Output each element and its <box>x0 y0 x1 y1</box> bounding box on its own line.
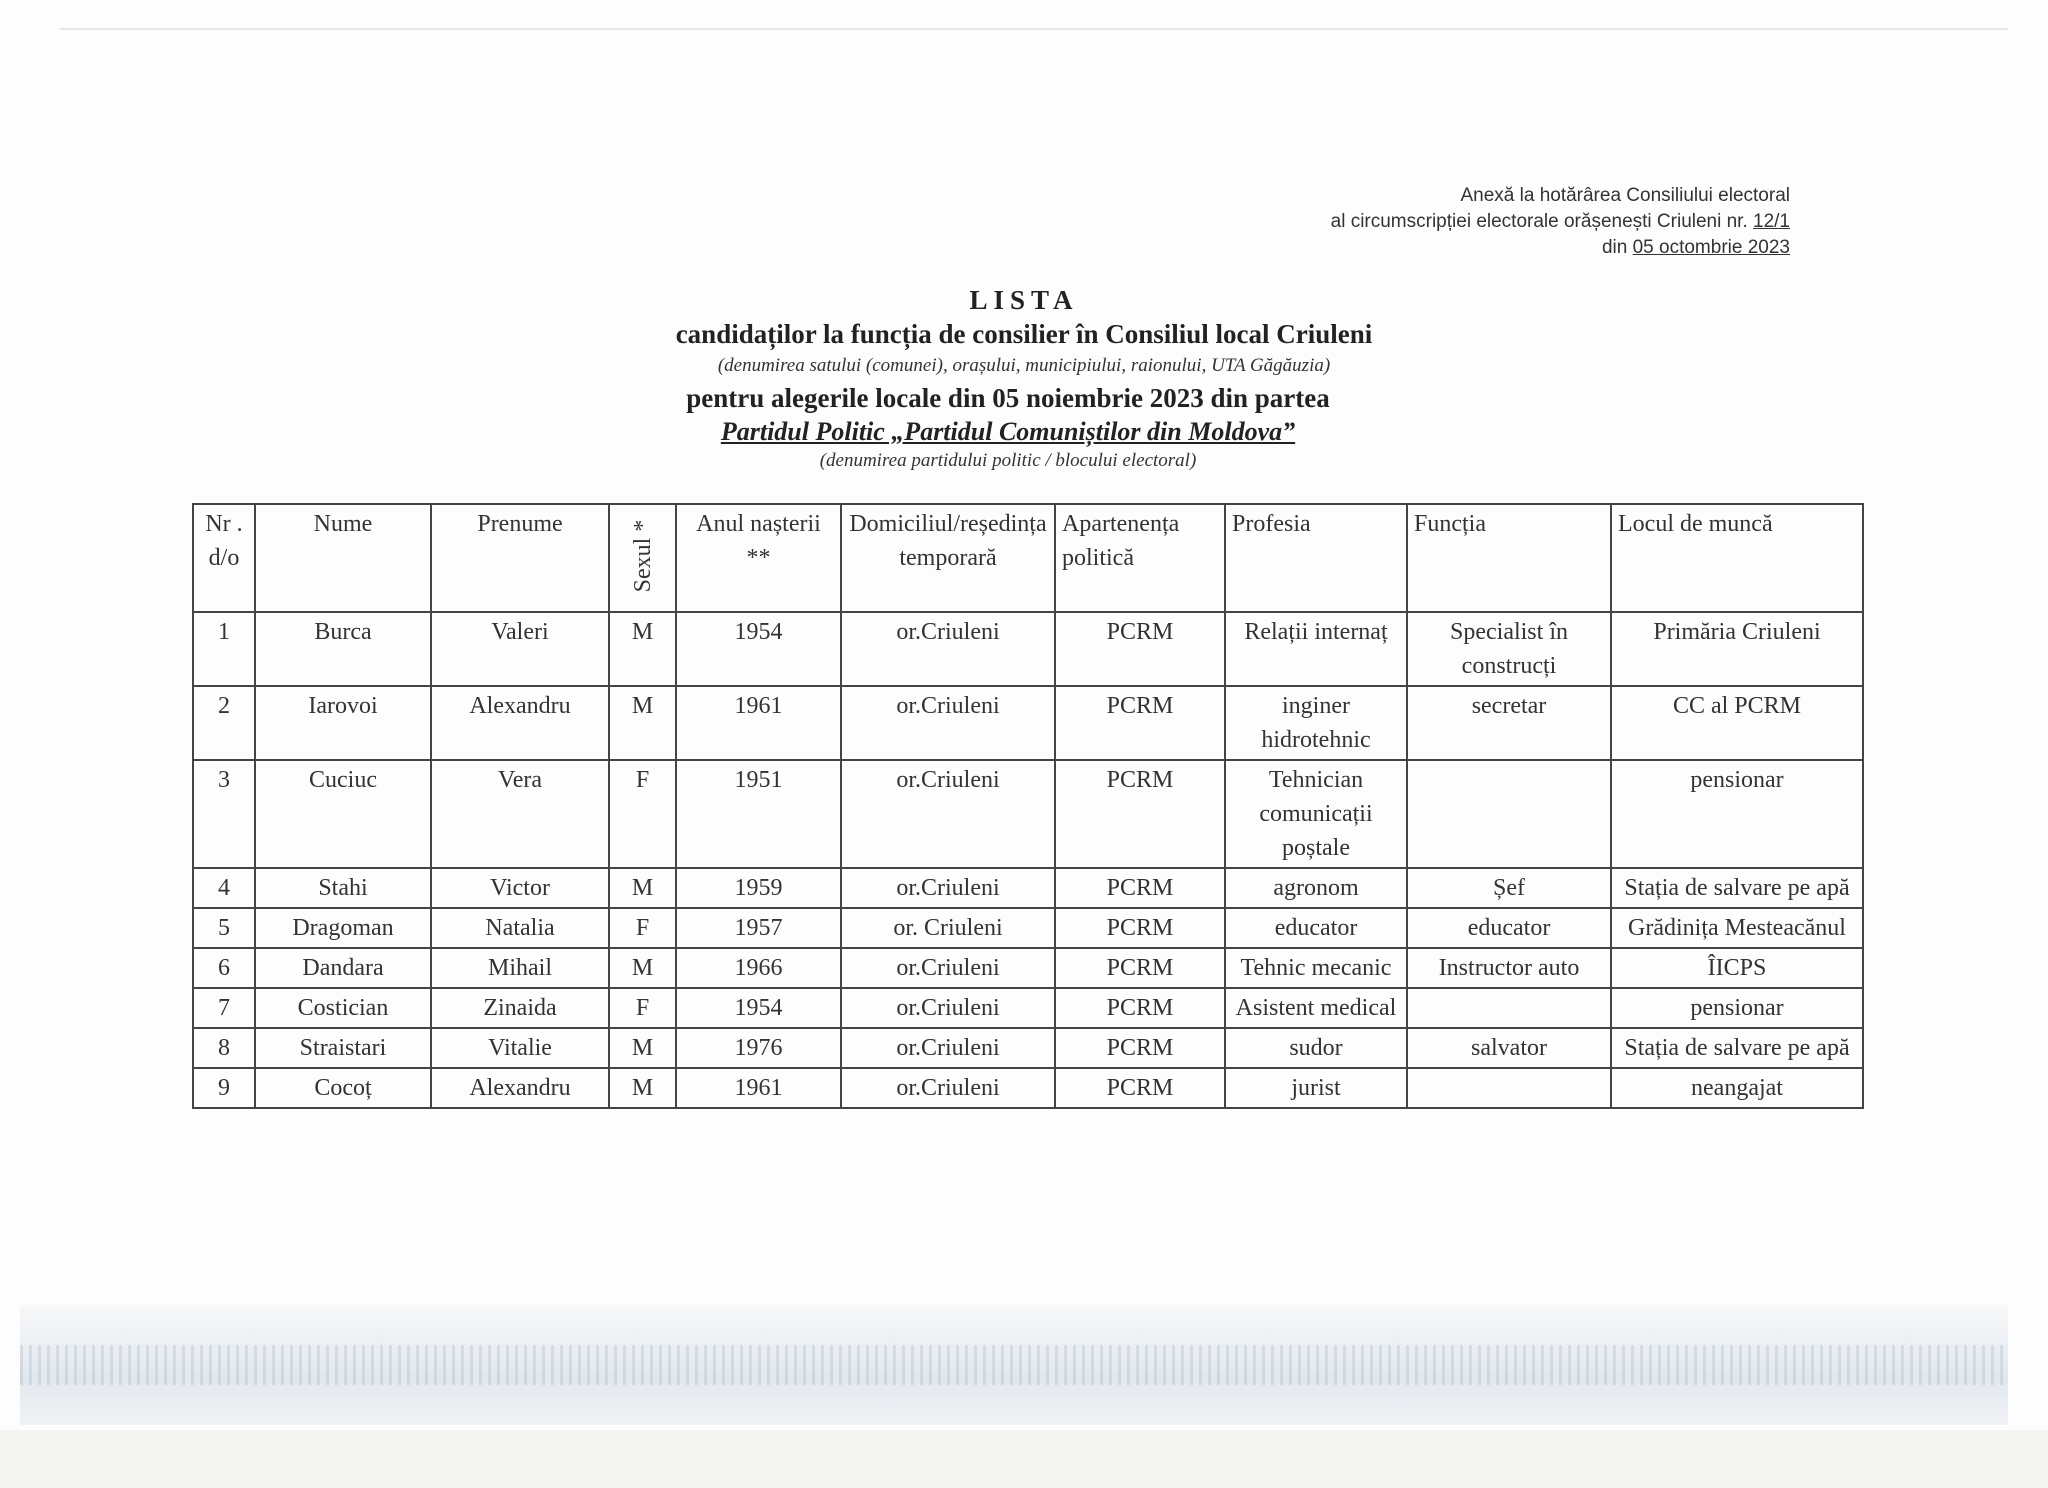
header-domiciliul: Domiciliul/reședința temporară <box>841 504 1055 612</box>
decision-date: 05 octombrie 2023 <box>1632 237 1790 258</box>
cell-nume: Stahi <box>255 868 431 908</box>
cell-domiciliu: or.Criuleni <box>841 948 1055 988</box>
annex-note <box>1331 183 1790 261</box>
cell-profesia: educator <box>1225 908 1407 948</box>
cell-sex: F <box>609 988 676 1028</box>
cell-locul: CC al PCRM <box>1611 686 1863 760</box>
cell-functia: Instructor auto <box>1407 948 1611 988</box>
header-sexul <box>609 504 676 612</box>
cell-functia: Șef <box>1407 868 1611 908</box>
table-header-row <box>193 504 1863 612</box>
annex-line-3 <box>1331 235 1790 261</box>
cell-prenume: Zinaida <box>431 988 609 1028</box>
annex-line-1: Anexă la hotărârea Consiliului electoral <box>1460 185 1790 206</box>
cell-domiciliu: or.Criuleni <box>841 686 1055 760</box>
cell-domiciliu: or.Criuleni <box>841 760 1055 868</box>
cell-nr: 5 <box>193 908 255 948</box>
cell-nr: 3 <box>193 760 255 868</box>
cell-profesia: agronom <box>1225 868 1407 908</box>
cell-prenume: Victor <box>431 868 609 908</box>
cell-anul: 1954 <box>676 988 841 1028</box>
cell-prenume: Alexandru <box>431 686 609 760</box>
cell-sex: M <box>609 686 676 760</box>
cell-domiciliu: or.Criuleni <box>841 1028 1055 1068</box>
cell-nr: 1 <box>193 612 255 686</box>
cell-locul: Grădinița Mesteacănul <box>1611 908 1863 948</box>
cell-profesia: Tehnic mecanic <box>1225 948 1407 988</box>
cell-partid: PCRM <box>1055 612 1225 686</box>
cell-locul: Primăria Criuleni <box>1611 612 1863 686</box>
election-line: pentru alegerile locale din 05 noiembrie 2023 din partea <box>686 383 1330 413</box>
scan-bottom-margin <box>0 1430 2048 1488</box>
cell-nume: Iarovoi <box>255 686 431 760</box>
cell-prenume: Vera <box>431 760 609 868</box>
cell-sex: M <box>609 612 676 686</box>
cell-profesia: Relații internaț <box>1225 612 1407 686</box>
cell-functia <box>1407 988 1611 1028</box>
cell-anul: 1951 <box>676 760 841 868</box>
table-row <box>193 868 1863 908</box>
table-body <box>193 612 1863 1108</box>
cell-sex: M <box>609 868 676 908</box>
document-title: LISTA <box>969 285 1079 315</box>
cell-prenume: Vitalie <box>431 1028 609 1068</box>
cell-partid: PCRM <box>1055 1068 1225 1108</box>
cell-prenume: Valeri <box>431 612 609 686</box>
table-row <box>193 908 1863 948</box>
annex-line-2-prefix: al circumscripției electorale orășenești Criuleni nr. <box>1330 211 1748 232</box>
header-nume: Nume <box>255 504 431 612</box>
table-row <box>193 988 1863 1028</box>
cell-sex: M <box>609 948 676 988</box>
cell-anul: 1961 <box>676 686 841 760</box>
cell-domiciliu: or.Criuleni <box>841 1068 1055 1108</box>
cell-anul: 1976 <box>676 1028 841 1068</box>
cell-locul: pensionar <box>1611 988 1863 1028</box>
cell-functia <box>1407 1068 1611 1108</box>
candidates-table <box>192 503 1864 1109</box>
cell-anul: 1954 <box>676 612 841 686</box>
cell-profesia: inginer hidrotehnic <box>1225 686 1407 760</box>
header-apartenenta: Apartenența politică <box>1055 504 1225 612</box>
cell-prenume: Alexandru <box>431 1068 609 1108</box>
cell-profesia: Asistent medical <box>1225 988 1407 1028</box>
cell-sex: F <box>609 760 676 868</box>
cell-partid: PCRM <box>1055 760 1225 868</box>
cell-partid: PCRM <box>1055 988 1225 1028</box>
cell-functia: educator <box>1407 908 1611 948</box>
annex-line-2 <box>1331 209 1790 235</box>
table-row <box>193 760 1863 868</box>
cell-functia <box>1407 760 1611 868</box>
table-row <box>193 612 1863 686</box>
cell-sex: M <box>609 1068 676 1108</box>
scan-edge <box>60 28 2008 30</box>
cell-locul: pensionar <box>1611 760 1863 868</box>
cell-nume: Costician <box>255 988 431 1028</box>
cell-nr: 7 <box>193 988 255 1028</box>
cell-partid: PCRM <box>1055 908 1225 948</box>
table-row <box>193 1028 1863 1068</box>
cell-nume: Burca <box>255 612 431 686</box>
party-note: (denumirea partidului politic / blocului electoral) <box>819 450 1197 471</box>
cell-anul: 1961 <box>676 1068 841 1108</box>
cell-functia: secretar <box>1407 686 1611 760</box>
cell-locul: neangajat <box>1611 1068 1863 1108</box>
cell-prenume: Mihail <box>431 948 609 988</box>
cell-locul: Stația de salvare pe apă <box>1611 868 1863 908</box>
cell-profesia: Tehnician comunicații poștale <box>1225 760 1407 868</box>
header-sexul-label: Sexul * <box>629 519 656 593</box>
cell-domiciliu: or.Criuleni <box>841 988 1055 1028</box>
cell-partid: PCRM <box>1055 1028 1225 1068</box>
cell-nume: Straistari <box>255 1028 431 1068</box>
cell-nr: 4 <box>193 868 255 908</box>
header-profesia: Profesia <box>1225 504 1407 612</box>
cell-sex: F <box>609 908 676 948</box>
party-name: Partidul Politic „Partidul Comuniștilor din Moldova” <box>720 417 1296 446</box>
table-row <box>193 1068 1863 1108</box>
cell-locul: ÎICPS <box>1611 948 1863 988</box>
cell-sex: M <box>609 1028 676 1068</box>
table-row <box>193 686 1863 760</box>
cell-domiciliu: or.Criuleni <box>841 612 1055 686</box>
cell-nume: Cocoț <box>255 1068 431 1108</box>
scan-artifact-band <box>20 1305 2008 1425</box>
cell-nume: Cuciuc <box>255 760 431 868</box>
cell-partid: PCRM <box>1055 868 1225 908</box>
annex-line-3-prefix: din <box>1601 237 1628 258</box>
cell-profesia: sudor <box>1225 1028 1407 1068</box>
header-functia: Funcția <box>1407 504 1611 612</box>
cell-nr: 2 <box>193 686 255 760</box>
cell-partid: PCRM <box>1055 948 1225 988</box>
cell-domiciliu: or. Criuleni <box>841 908 1055 948</box>
table-row <box>193 948 1863 988</box>
cell-anul: 1957 <box>676 908 841 948</box>
cell-locul: Stația de salvare pe apă <box>1611 1028 1863 1068</box>
cell-nr: 6 <box>193 948 255 988</box>
header-locul: Locul de muncă <box>1611 504 1863 612</box>
cell-anul: 1966 <box>676 948 841 988</box>
cell-nr: 9 <box>193 1068 255 1108</box>
cell-functia: salvator <box>1407 1028 1611 1068</box>
header-nr: Nr . d/o <box>193 504 255 612</box>
cell-nr: 8 <box>193 1028 255 1068</box>
cell-nume: Dandara <box>255 948 431 988</box>
cell-profesia: jurist <box>1225 1068 1407 1108</box>
locality-note: (denumirea satului (comunei), orașului, municipiului, raionului, UTA Găgăuzia) <box>717 355 1331 376</box>
cell-prenume: Natalia <box>431 908 609 948</box>
cell-anul: 1959 <box>676 868 841 908</box>
cell-domiciliu: or.Criuleni <box>841 868 1055 908</box>
header-prenume: Prenume <box>431 504 609 612</box>
decision-number: 12/1 <box>1753 211 1790 232</box>
cell-functia: Specialist în construcți <box>1407 612 1611 686</box>
cell-nume: Dragoman <box>255 908 431 948</box>
header-anul: Anul nașterii ** <box>676 504 841 612</box>
document-subtitle: candidaților la funcția de consilier în Consiliul local Criuleni <box>675 319 1373 349</box>
cell-partid: PCRM <box>1055 686 1225 760</box>
